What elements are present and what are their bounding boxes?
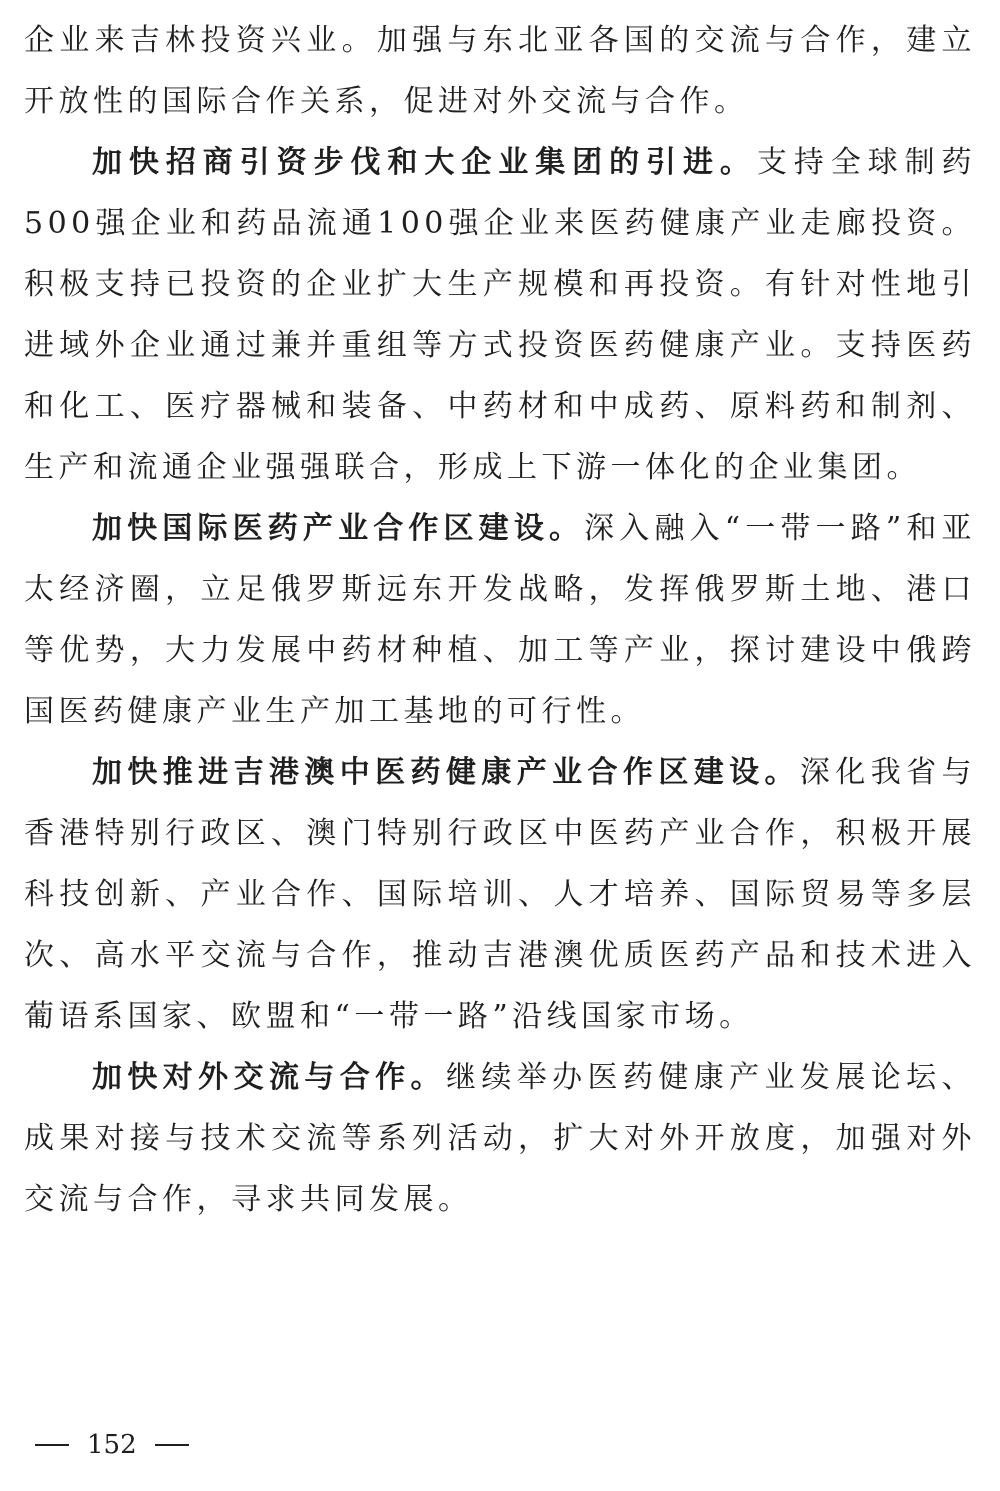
paragraph-heading: 加快推进吉港澳中医药健康产业合作区建设。 bbox=[92, 755, 800, 790]
paragraph-jilin-hk-macau bbox=[24, 742, 976, 1047]
paragraph-external-exchange bbox=[24, 1047, 976, 1230]
paragraph-investment bbox=[24, 132, 976, 498]
paragraph-heading: 加快招商引资步伐和大企业集团的引进。 bbox=[92, 145, 757, 180]
paragraph-heading: 加快国际医药产业合作区建设。 bbox=[92, 511, 585, 546]
page-number: 152 bbox=[87, 1430, 137, 1460]
document-body bbox=[24, 10, 976, 1230]
paragraph-international-zone bbox=[24, 498, 976, 742]
paragraph-text: 继续举办医药健康产业发展论坛、成果对接与技术交流等系列活动，扩大对外开放度，加强对外交流与合作，寻求共同发展。 bbox=[24, 1060, 977, 1217]
paragraph-continuation bbox=[24, 10, 976, 132]
paragraph-text: 支持全球制药500强企业和药品流通100强企业来医药健康产业走廊投资。积极支持已投资的企业扩大生产规模和再投资。有针对性地引进域外企业通过兼并重组等方式投资医药健康产业。支持医药和化工、医疗器械和装备、中药材和中成药、原料药和制剂、生产和流通企业强强联合，形成上下游一体化的企业集团。 bbox=[24, 145, 977, 485]
footer-dash-right bbox=[155, 1444, 189, 1446]
paragraph-text: 深入融入“一带一路”和亚太经济圈，立足俄罗斯远东开发战略，发挥俄罗斯土地、港口等优势，大力发展中药材种植、加工等产业，探讨建设中俄跨国医药健康产业生产加工基地的可行性。 bbox=[24, 511, 976, 729]
footer-dash-left bbox=[35, 1444, 69, 1446]
paragraph-text: 企业来吉林投资兴业。加强与东北亚各国的交流与合作，建立开放性的国际合作关系，促进对外交流与合作。 bbox=[24, 23, 976, 119]
page-footer bbox=[35, 1430, 189, 1460]
paragraph-heading: 加快对外交流与合作。 bbox=[92, 1060, 446, 1095]
paragraph-text: 深化我省与香港特别行政区、澳门特别行政区中医药产业合作，积极开展科技创新、产业合作、国际培训、人才培养、国际贸易等多层次、高水平交流与合作，推动吉港澳优质医药产品和技术进入葡语系国家、欧盟和“一带一路”沿线国家市场。 bbox=[24, 755, 977, 1034]
